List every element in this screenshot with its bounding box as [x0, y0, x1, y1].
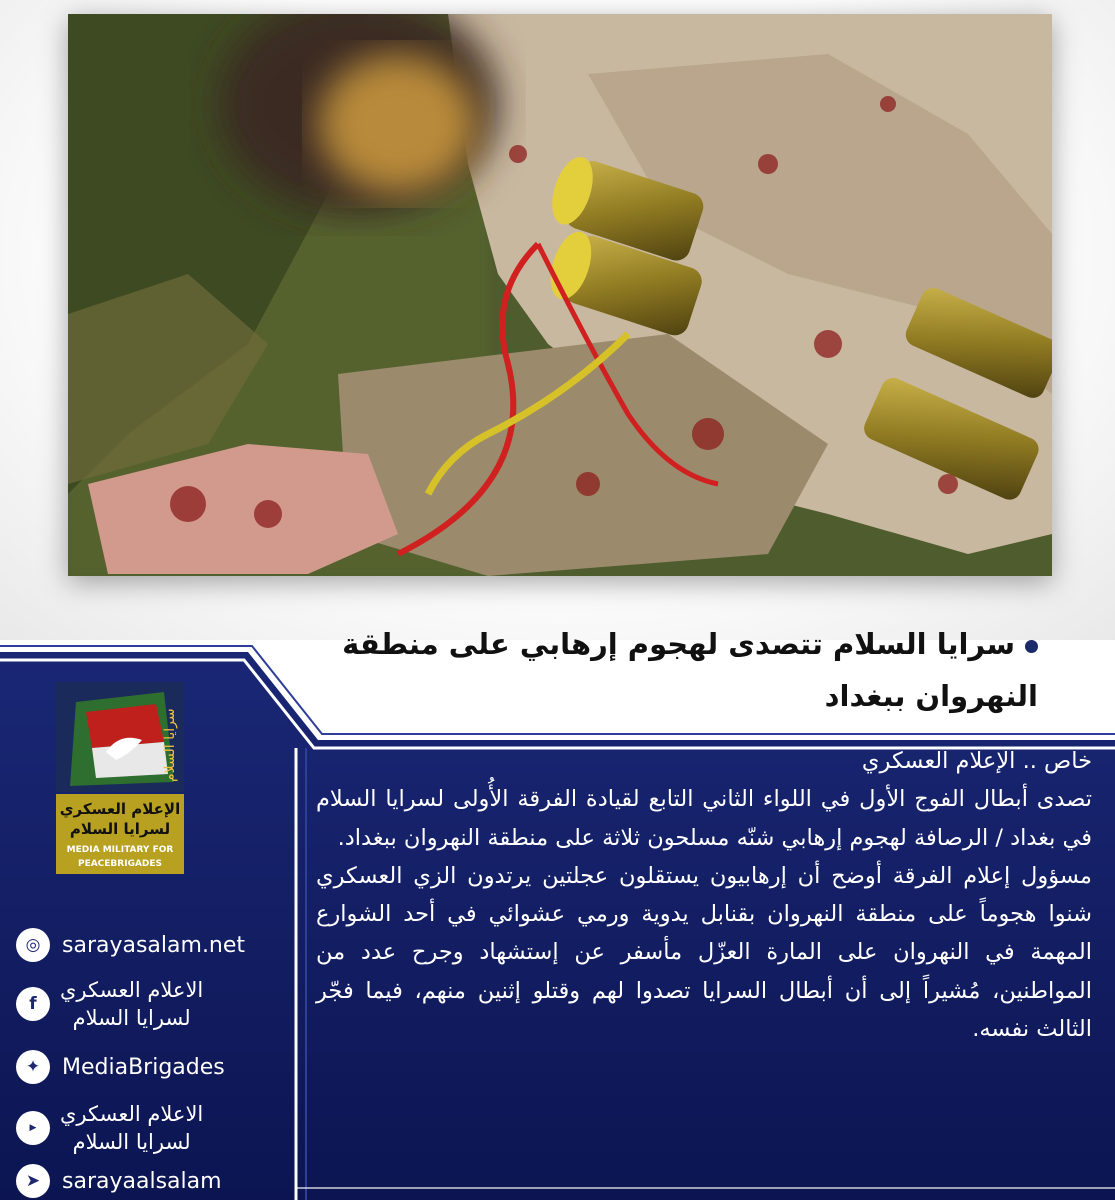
logo-line-3: MEDIA MILITARY FOR: [66, 845, 174, 855]
telegram-icon: ➤: [16, 1164, 50, 1198]
logo-line-2: لسرايا السلام: [69, 820, 171, 838]
media-logo: [56, 682, 184, 874]
youtube-icon: ▶: [16, 1111, 50, 1145]
logo-vertical-text: سرايا السلام: [162, 708, 178, 782]
twitter-label: MediaBrigades: [62, 1054, 225, 1080]
bullet-icon: [1025, 640, 1038, 653]
website-label: sarayasalam.net: [62, 932, 246, 958]
facebook-label: الاعلام العسكري لسرايا السلام: [60, 978, 204, 1030]
facebook-icon: f: [16, 987, 50, 1021]
article-body: [316, 742, 1092, 1048]
article-paragraph-1: تصدى أبطال الفوج الأول في اللواء الثاني التابع لقيادة الفرقة الأُولى لسرايا السلام في بغداد / الرصافة لهجوم إرهابي شنّه مسلحون ثلاثة على منطقة النهروان ببغداد.: [316, 786, 1092, 851]
news-photo: [68, 14, 1052, 576]
youtube-link[interactable]: [16, 1100, 203, 1156]
article-intro: خاص .. الإعلام العسكري: [861, 748, 1092, 774]
twitter-link[interactable]: [16, 1050, 225, 1084]
website-link[interactable]: [16, 928, 245, 962]
headline: [300, 618, 1038, 722]
telegram-label: sarayaalsalam: [62, 1168, 222, 1194]
headline-text: سرايا السلام تتصدى لهجوم إرهابي على منطقة النهروان ببغداد: [342, 627, 1038, 713]
logo-line-1: الإعلام العسكري: [59, 800, 181, 818]
article-paragraph-2: مسؤول إعلام الفرقة أوضح أن إرهابيون يستقلون عجلتين يرتدون الزي العسكري شنوا هجوماً على منطقة النهروان بقنابل يدوية ورمي عشوائي في أحد الشوارع المهمة في النهروان على المارة العزّل مأسفر عن إستشهاد وجرح عدد من المواطنين، مُشيراً إلى أن أبطال السرايا تصدوا لهم وقتلو إثنين منهم، فيما فجّر الثالث نفسه.: [316, 862, 1092, 1043]
globe-icon: ◎: [16, 928, 50, 962]
logo-line-4: PEACEBRIGADES: [77, 859, 163, 869]
twitter-icon: ✦: [16, 1050, 50, 1084]
telegram-link[interactable]: [16, 1164, 222, 1198]
youtube-label: الاعلام العسكري لسرايا السلام: [60, 1102, 204, 1154]
facebook-link[interactable]: [16, 976, 203, 1032]
